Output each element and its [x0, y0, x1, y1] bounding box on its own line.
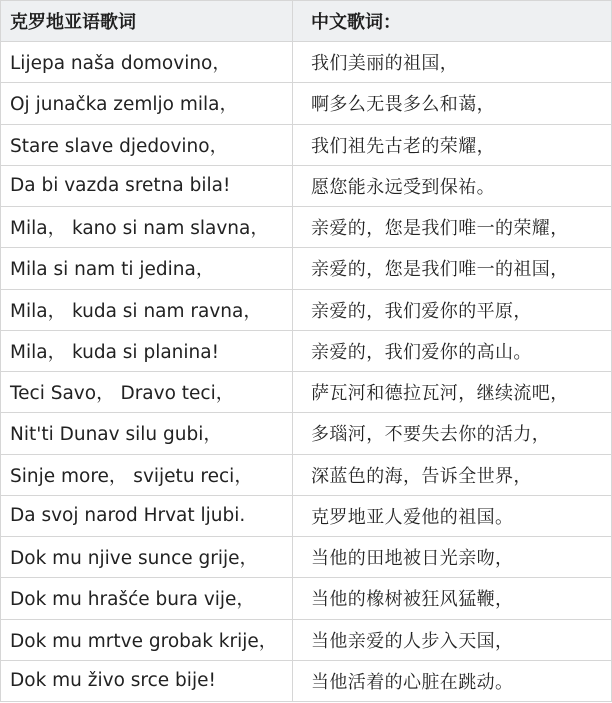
- table-row: [1, 42, 612, 83]
- table-row: [1, 124, 612, 165]
- croatian-lyric-cell: Sinje more， svijetu reci，: [1, 454, 293, 495]
- croatian-lyric-cell: Mila， kuda si nam ravna，: [1, 289, 293, 330]
- table-row: [1, 83, 612, 124]
- croatian-lyric-cell: Lijepa naša domovino，: [1, 42, 293, 83]
- table-row: [1, 248, 612, 289]
- table-row: [1, 372, 612, 413]
- chinese-lyric-cell: 亲爱的，我们爱你的高山。: [293, 330, 612, 371]
- table-row: [1, 289, 612, 330]
- croatian-lyric-cell: Teci Savo， Dravo teci，: [1, 372, 293, 413]
- table-row: [1, 578, 612, 619]
- croatian-lyrics-header: 克罗地亚语歌词: [1, 1, 293, 42]
- chinese-lyric-cell: 当他亲爱的人步入天国，: [293, 619, 612, 660]
- croatian-lyric-cell: Dok mu živo srce bije!: [1, 660, 293, 701]
- table-row: [1, 454, 612, 495]
- table-row: [1, 660, 612, 701]
- chinese-lyric-cell: 当他活着的心脏在跳动。: [293, 660, 612, 701]
- lyrics-body: [1, 42, 612, 702]
- chinese-lyric-cell: 多瑙河，不要失去你的活力，: [293, 413, 612, 454]
- croatian-lyric-cell: Dok mu njive sunce grije，: [1, 537, 293, 578]
- table-header-row: [1, 1, 612, 42]
- table-row: [1, 413, 612, 454]
- croatian-lyric-cell: Nit'ti Dunav silu gubi，: [1, 413, 293, 454]
- croatian-lyric-cell: Mila， kuda si planina!: [1, 330, 293, 371]
- chinese-lyric-cell: 我们美丽的祖国，: [293, 42, 612, 83]
- chinese-lyric-cell: 啊多么无畏多么和蔼，: [293, 83, 612, 124]
- chinese-lyric-cell: 深蓝色的海，告诉全世界，: [293, 454, 612, 495]
- croatian-lyric-cell: Da bi vazda sretna bila!: [1, 165, 293, 206]
- table-row: [1, 619, 612, 660]
- chinese-lyric-cell: 亲爱的，您是我们唯一的祖国，: [293, 248, 612, 289]
- chinese-lyric-cell: 我们祖先古老的荣耀，: [293, 124, 612, 165]
- table-row: [1, 537, 612, 578]
- croatian-lyric-cell: Oj junačka zemljo mila，: [1, 83, 293, 124]
- croatian-lyric-cell: Mila， kano si nam slavna，: [1, 207, 293, 248]
- croatian-lyric-cell: Da svoj narod Hrvat ljubi.: [1, 495, 293, 536]
- table-row: [1, 495, 612, 536]
- chinese-lyric-cell: 亲爱的，您是我们唯一的荣耀，: [293, 207, 612, 248]
- chinese-lyric-cell: 亲爱的，我们爱你的平原，: [293, 289, 612, 330]
- croatian-lyric-cell: Dok mu hrašće bura vije，: [1, 578, 293, 619]
- chinese-lyric-cell: 萨瓦河和德拉瓦河，继续流吧，: [293, 372, 612, 413]
- chinese-lyric-cell: 克罗地亚人爱他的祖国。: [293, 495, 612, 536]
- chinese-lyric-cell: 当他的橡树被狂风猛鞭，: [293, 578, 612, 619]
- croatian-lyric-cell: Dok mu mrtve grobak krije，: [1, 619, 293, 660]
- chinese-lyrics-header: 中文歌词：: [293, 1, 612, 42]
- table-row: [1, 207, 612, 248]
- chinese-lyric-cell: 当他的田地被日光亲吻，: [293, 537, 612, 578]
- croatian-lyric-cell: Stare slave djedovino，: [1, 124, 293, 165]
- table-row: [1, 330, 612, 371]
- croatian-lyric-cell: Mila si nam ti jedina，: [1, 248, 293, 289]
- table-row: [1, 165, 612, 206]
- chinese-lyric-cell: 愿您能永远受到保祐。: [293, 165, 612, 206]
